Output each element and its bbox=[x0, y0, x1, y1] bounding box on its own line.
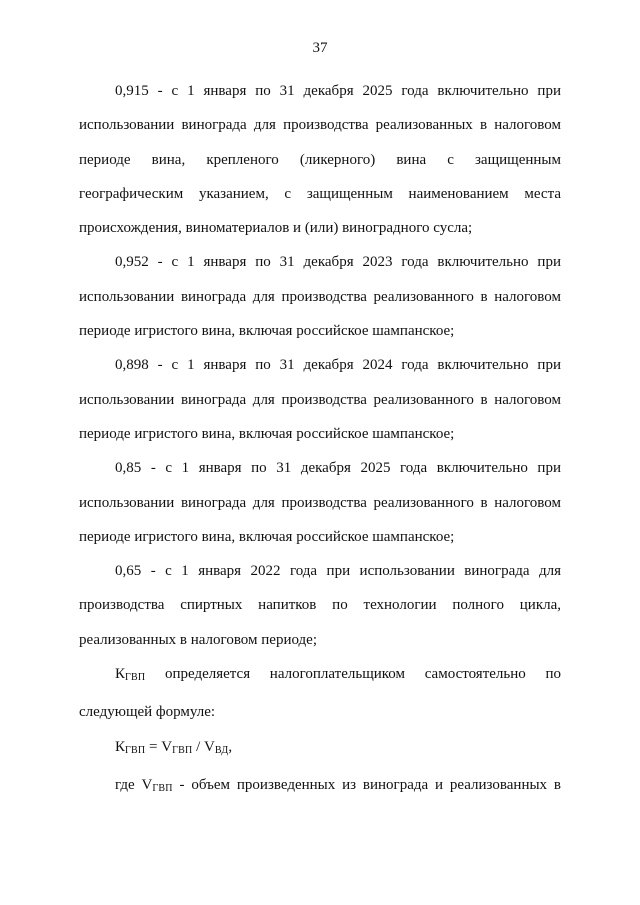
formula-slash: / V bbox=[192, 738, 215, 755]
where-lead: где V bbox=[115, 776, 153, 793]
formula-denominator-subscript: ВД bbox=[214, 744, 229, 756]
paragraph-coefficient-0898: 0,898 - с 1 января по 31 декабря 2024 года включительно при использовании винограда для производства реализованного в налоговом периоде игристого вина, включая российское шампанское; bbox=[79, 357, 561, 442]
paragraph-coefficient-0952: 0,952 - с 1 января по 31 декабря 2023 года включительно при использовании винограда для производства реализованного в налоговом периоде игристого вина, включая российское шампанское; bbox=[79, 254, 561, 340]
formula-numerator-subscript: ГВП bbox=[172, 744, 193, 756]
where-text: - объем произведенных из винограда и реализованных в bbox=[172, 776, 561, 793]
kgvp-symbol: К bbox=[115, 666, 126, 683]
paragraph-coefficient-065: 0,65 - с 1 января 2022 года при использовании винограда для производства спиртных напитков по технологии полного цикла, реализованных в налоговом периоде; bbox=[79, 563, 561, 648]
paragraph-coefficient-0915: 0,915 - с 1 января по 31 декабря 2025 года включительно при использовании винограда для производства реализованных в налоговом периоде вина, крепленого (ликерного) вина с защищенным географическим указанием, с защищенным наименованием места происхождения, виноматериалов и (или) виноградного сусла; bbox=[79, 83, 561, 237]
paragraph-coefficient-085: 0,85 - с 1 января по 31 декабря 2025 года включительно при использовании винограда для производства реализованного в налоговом периоде игристого вина, включая российское шампанское; bbox=[79, 460, 561, 545]
formula-eq: = V bbox=[145, 738, 173, 755]
paragraph-kgvp-definition bbox=[79, 657, 561, 730]
kgvp-definition-text: определяется налогоплательщиком самостоятельно по следующей формуле: bbox=[79, 666, 561, 721]
kgvp-symbol-subscript: ГВП bbox=[125, 672, 146, 684]
page-number: 37 bbox=[312, 40, 328, 56]
paragraph-where-definition bbox=[79, 768, 561, 806]
formula-end: , bbox=[228, 738, 233, 755]
formula-lhs-subscript: ГВП bbox=[125, 744, 146, 756]
formula-lhs: К bbox=[115, 738, 126, 755]
where-subscript: ГВП bbox=[152, 782, 173, 794]
formula-line bbox=[79, 730, 561, 768]
document-body bbox=[79, 74, 561, 806]
